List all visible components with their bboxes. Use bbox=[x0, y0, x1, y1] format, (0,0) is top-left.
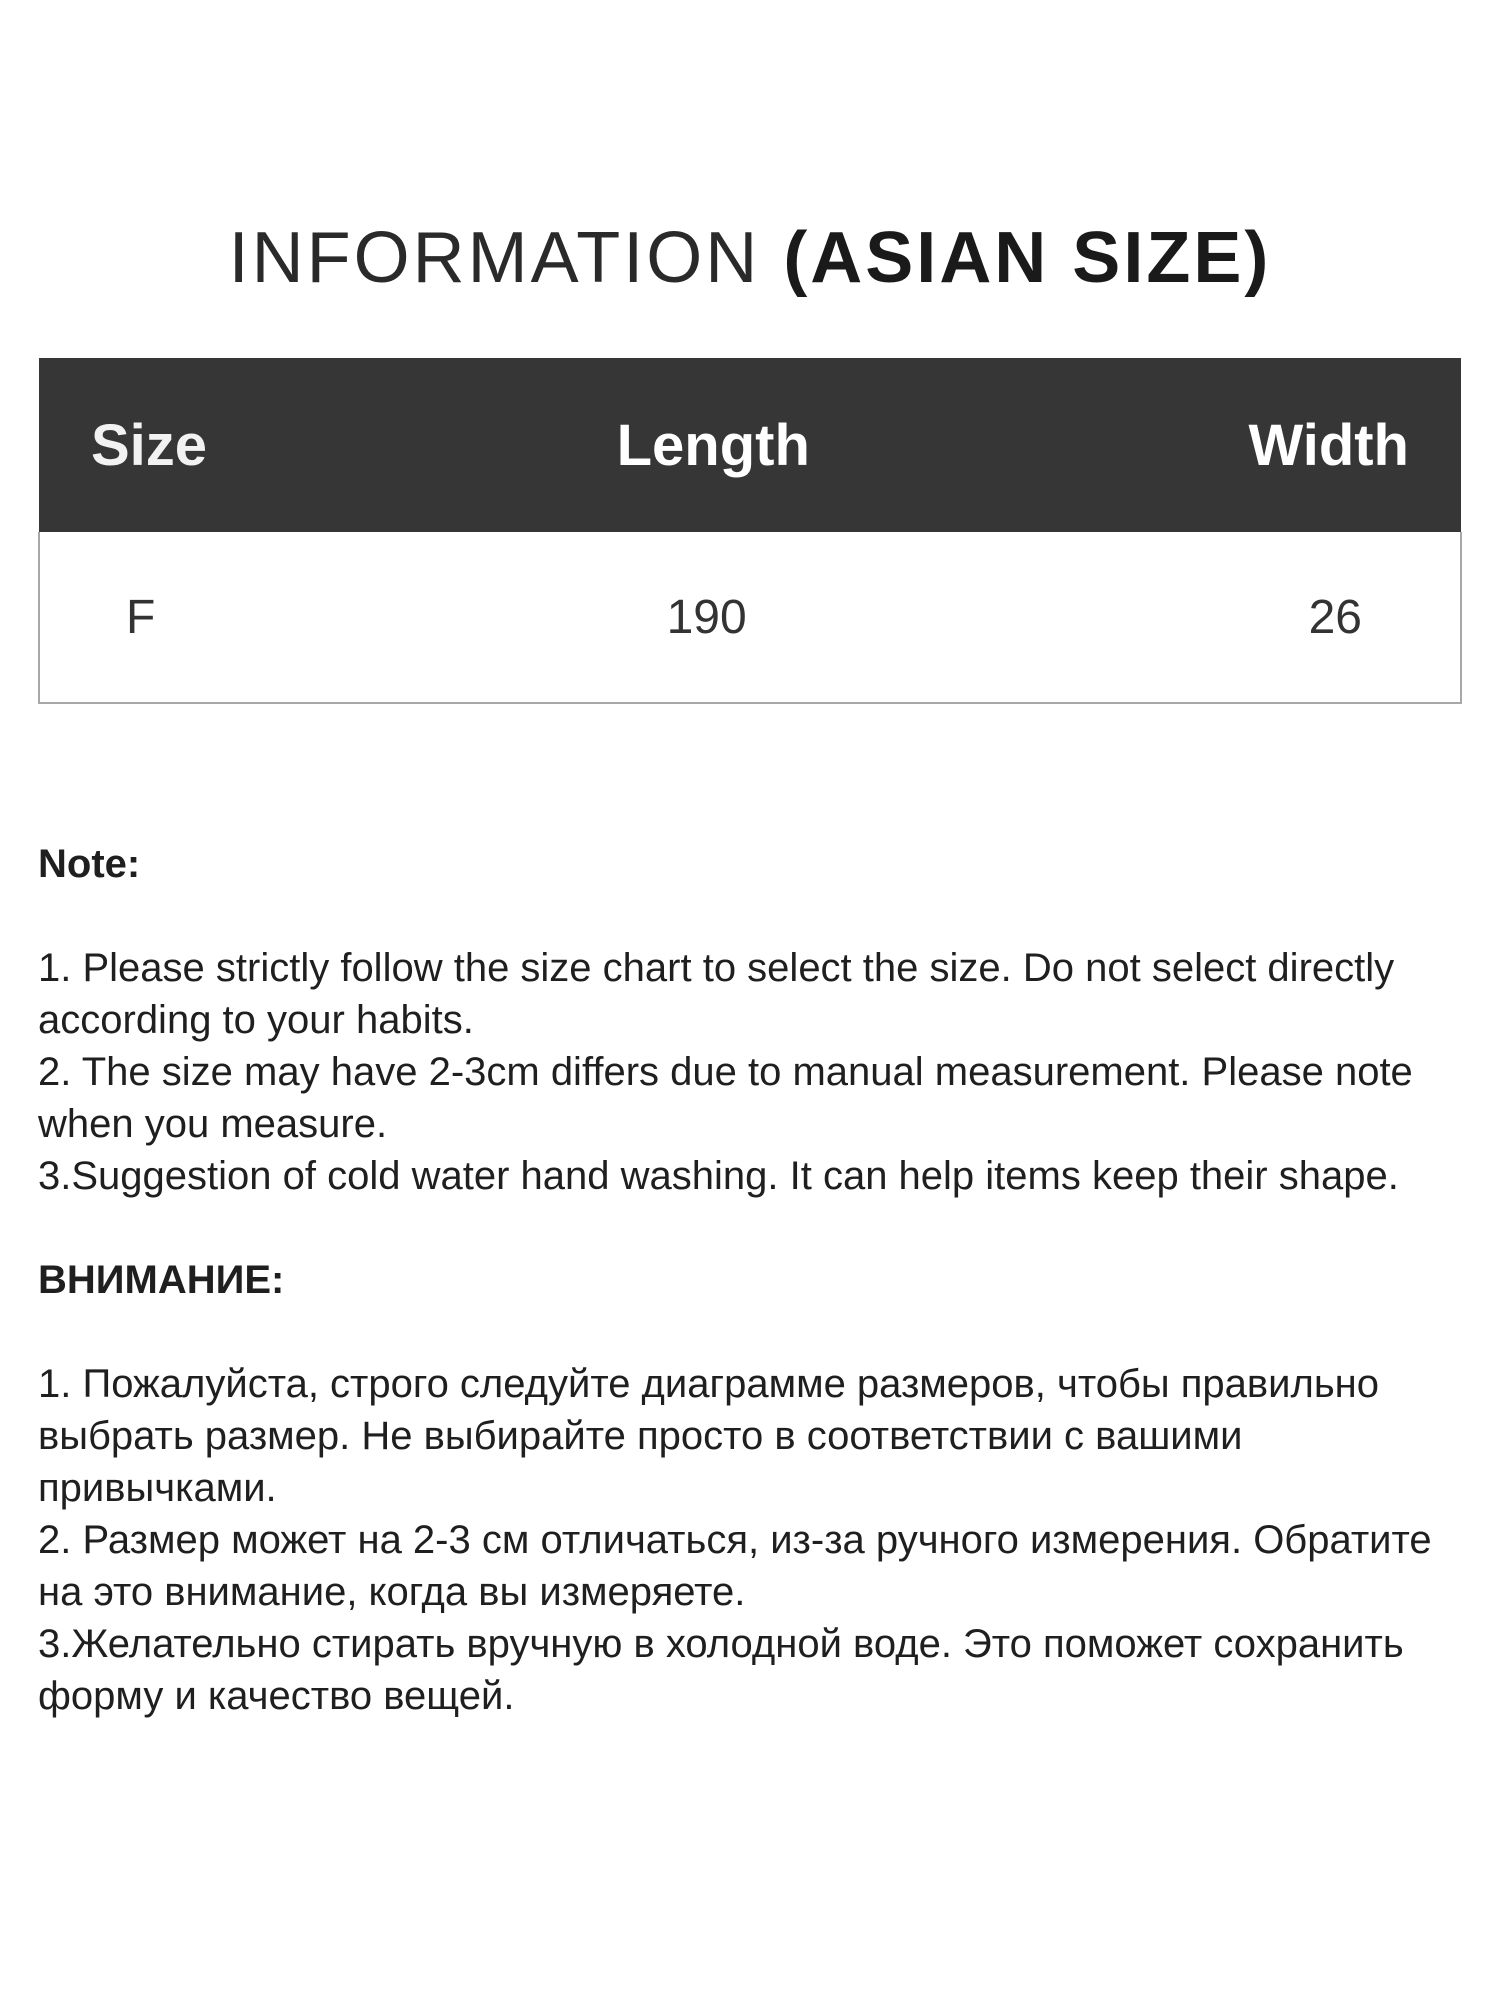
notes-section bbox=[38, 838, 1478, 1722]
note-item-en-1: 1. Please strictly follow the size chart to select the size. Do not select directly according to your habits. bbox=[38, 946, 1395, 1042]
title-main: INFORMATION bbox=[228, 218, 761, 298]
cell-width: 26 bbox=[1050, 532, 1461, 703]
header-length: Length bbox=[487, 358, 1050, 532]
size-table bbox=[38, 358, 1462, 704]
header-width: Width bbox=[1050, 358, 1461, 532]
header-size: Size bbox=[39, 358, 487, 532]
cell-length: 190 bbox=[487, 532, 1050, 703]
note-heading-en: Note: bbox=[38, 842, 141, 886]
cell-size: F bbox=[39, 532, 487, 703]
note-item-ru-3: 3.Желательно стирать вручную в холодной воде. Это поможет сохранить форму и качество вещей. bbox=[38, 1622, 1404, 1718]
note-heading-ru: ВНИМАНИЕ: bbox=[38, 1258, 285, 1302]
note-item-en-3: 3.Suggestion of cold water hand washing. It can help items keep their shape. bbox=[38, 1154, 1399, 1198]
note-item-ru-2: 2. Размер может на 2-3 см отличаться, из-за ручного измерения. Обратите на это внимание, когда вы измеряете. bbox=[38, 1518, 1432, 1614]
table-row bbox=[39, 532, 1461, 703]
table-header-row bbox=[39, 358, 1461, 532]
note-item-ru-1: 1. Пожалуйста, строго следуйте диаграмме размеров, чтобы правильно выбрать размер. Не выбирайте просто в соответствии с вашими привычками. bbox=[38, 1362, 1380, 1510]
note-item-en-2: 2. The size may have 2-3cm differs due to manual measurement. Please note when you measure. bbox=[38, 1050, 1413, 1146]
page-title bbox=[0, 218, 1500, 298]
title-emphasis: (ASIAN SIZE) bbox=[783, 218, 1272, 298]
